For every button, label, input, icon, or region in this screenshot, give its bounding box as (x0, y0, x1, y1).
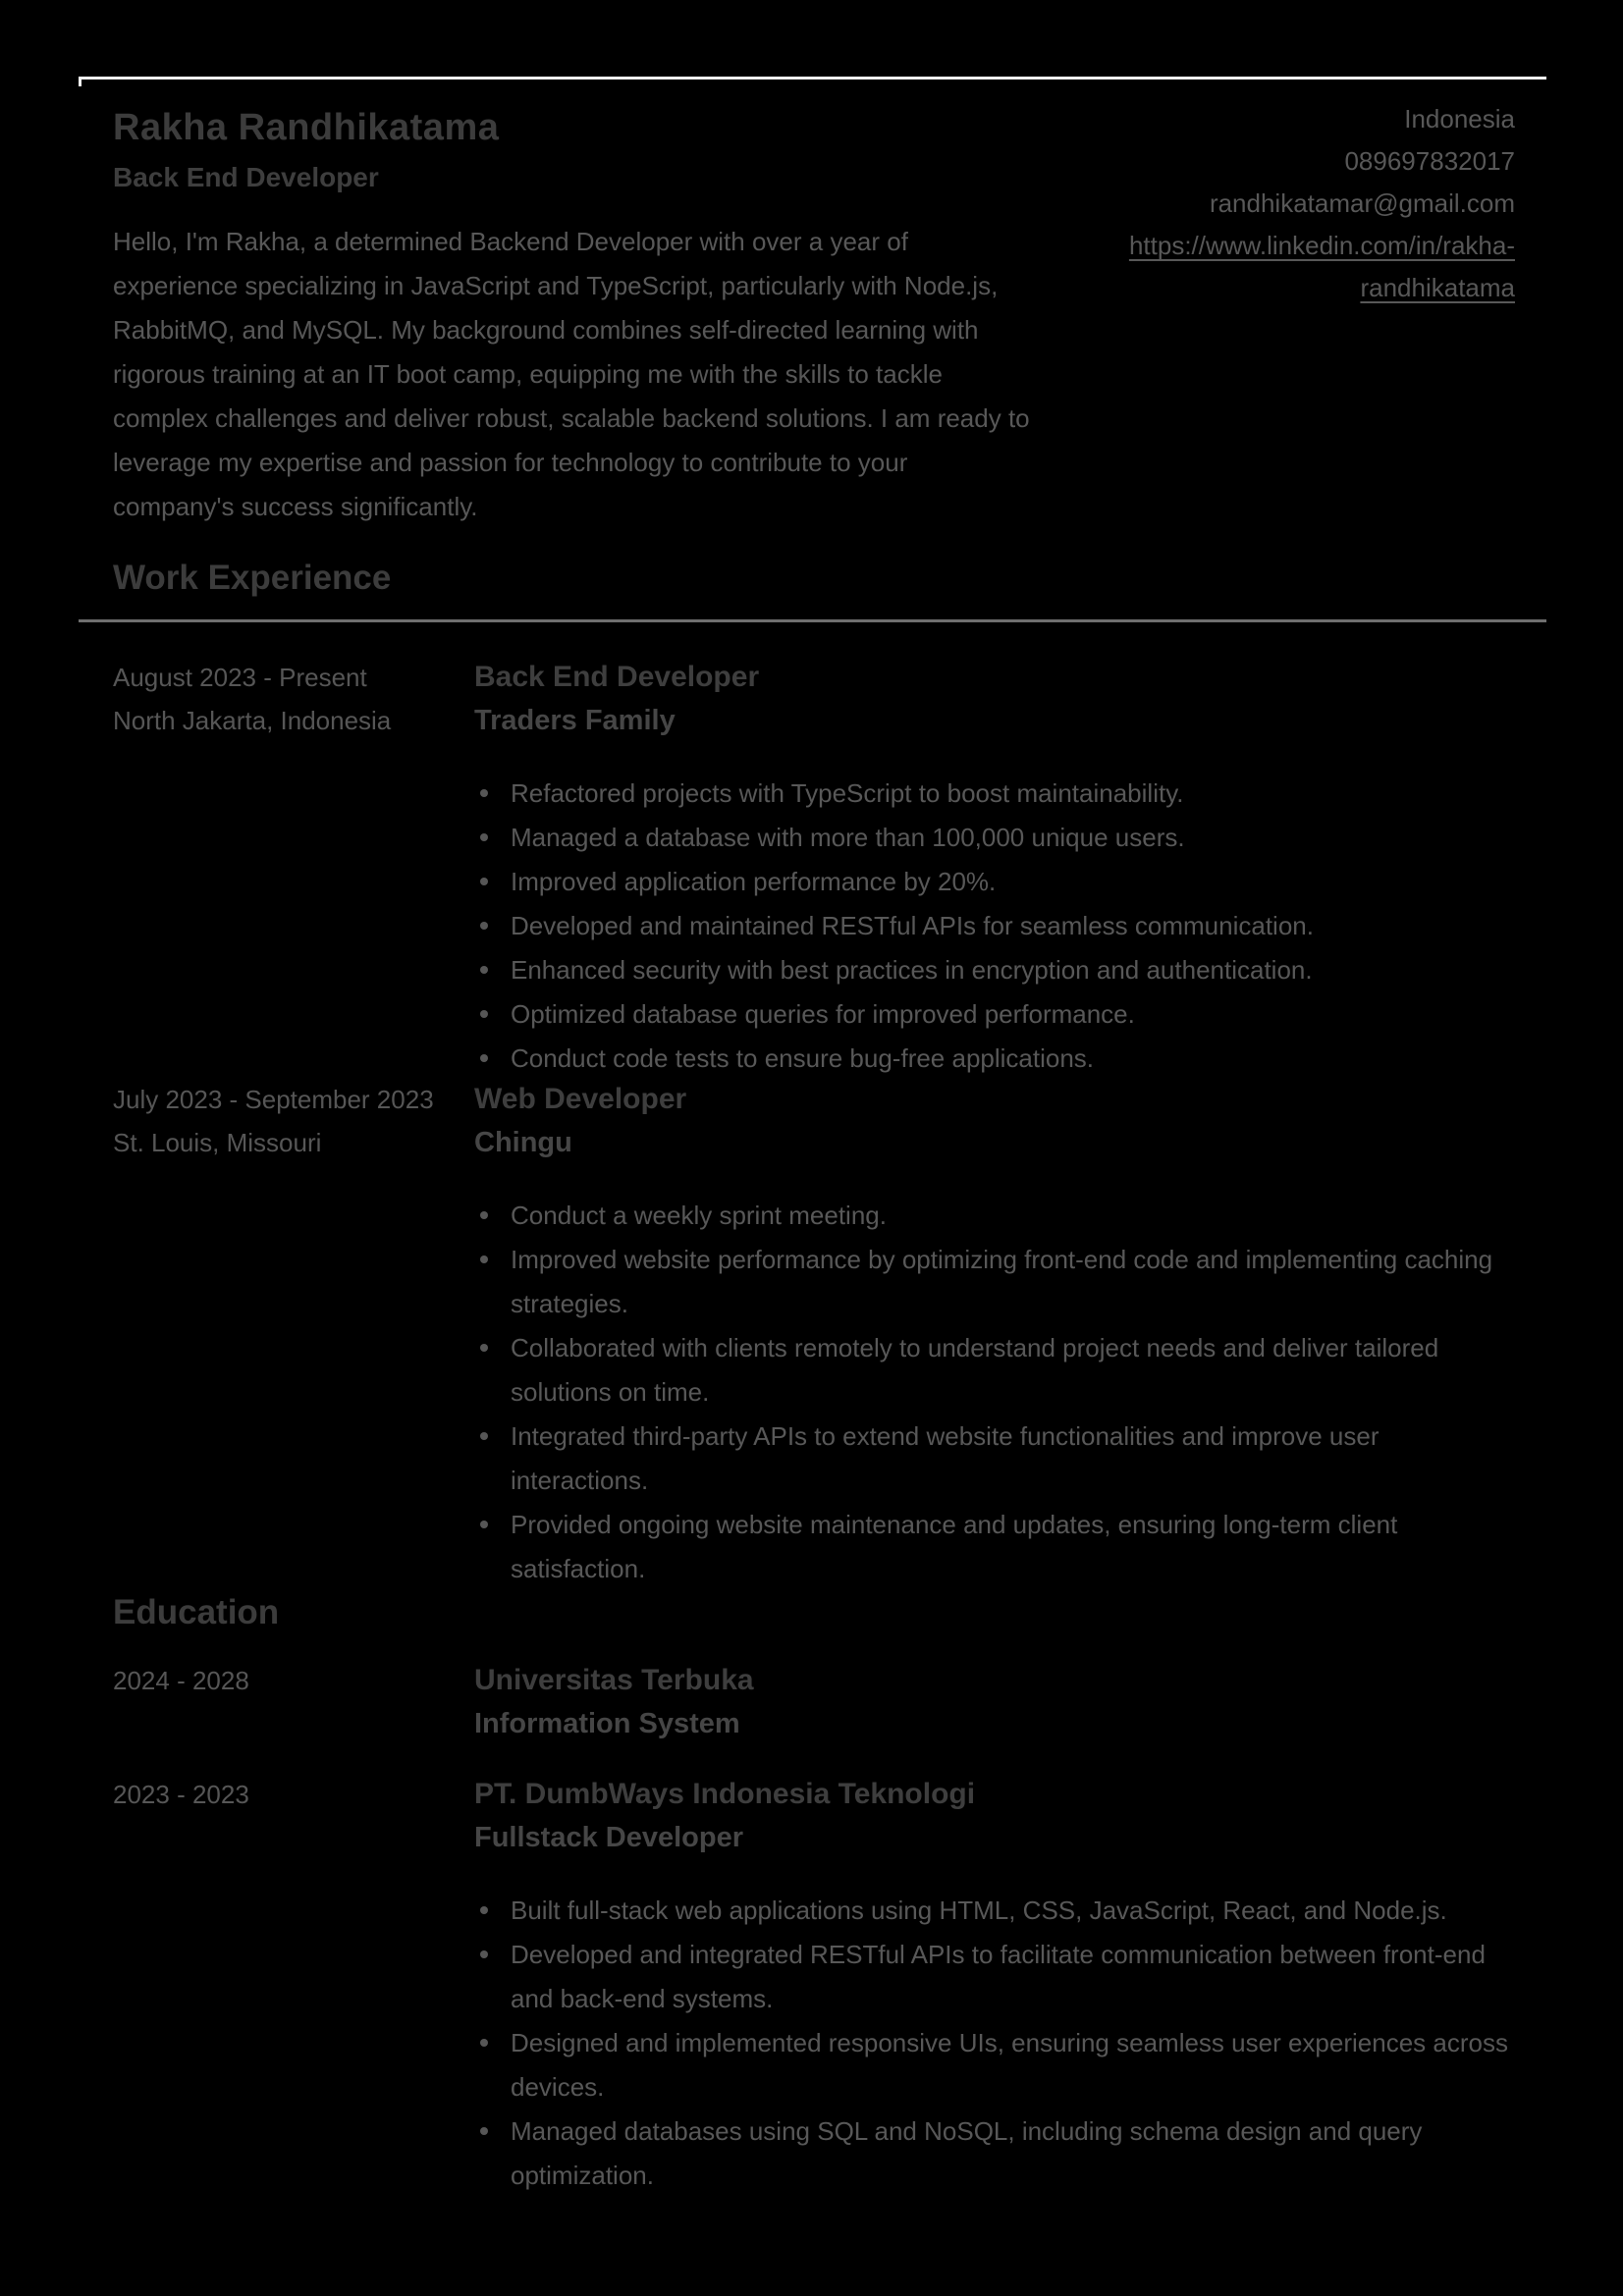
entry-location: North Jakarta, Indonesia (113, 706, 392, 735)
contact-location: Indonesia (1404, 104, 1515, 133)
linkedin-link-line: https://www.linkedin.com/in/rakha- (1128, 231, 1515, 260)
section-divider (79, 619, 1546, 622)
bullet-item: Developed and maintained RESTful APIs for seamless communication. (474, 904, 1517, 948)
contact-block (1044, 98, 1515, 309)
entry-main (474, 1078, 1517, 1591)
entry-company: Chingu (474, 1127, 572, 1158)
entry-meta (113, 1078, 474, 1591)
education-entry-2 (113, 1773, 1517, 2198)
education-entry-1 (113, 1659, 1517, 1745)
bullet-list (474, 1194, 1517, 1591)
linkedin-link-line: randhikatama (1360, 273, 1515, 302)
header (113, 106, 1095, 529)
entry-degree: Information System (474, 1708, 740, 1739)
work-entry-2 (113, 1078, 1517, 1591)
summary-line: experience specializing in JavaScript and TypeScript, particularly with Node.js, (113, 271, 999, 300)
summary-line: rigorous training at an IT boot camp, equipping me with the skills to tackle (113, 359, 943, 389)
bullet-item: Designed and implemented responsive UIs, ensuring seamless user experiences across devices. (474, 2021, 1517, 2109)
bullet-item: Enhanced security with best practices in encryption and authentication. (474, 948, 1517, 992)
bullet-item: Optimized database queries for improved performance. (474, 992, 1517, 1037)
linkedin-link[interactable] (1044, 225, 1515, 309)
bullet-item: Improved website performance by optimizing front-end code and implementing caching strategies. (474, 1238, 1517, 1326)
bullet-item: Improved application performance by 20%. (474, 860, 1517, 904)
bullet-item: Conduct a weekly sprint meeting. (474, 1194, 1517, 1238)
bullet-item: Managed databases using SQL and NoSQL, including schema design and query optimization. (474, 2109, 1517, 2198)
entry-main (474, 1659, 1517, 1745)
entry-meta (113, 1773, 474, 2198)
entry-dates: 2023 - 2023 (113, 1780, 249, 1809)
entry-dates: July 2023 - September 2023 (113, 1085, 434, 1114)
bullet-item: Refactored projects with TypeScript to boost maintainability. (474, 772, 1517, 816)
entry-dates: August 2023 - Present (113, 663, 367, 692)
summary-line: RabbitMQ, and MySQL. My background combines self-directed learning with (113, 315, 979, 345)
section-heading-work: Work Experience (113, 559, 392, 597)
entry-main (474, 1773, 1517, 2198)
entry-school: PT. DumbWays Indonesia Teknologi (474, 1778, 976, 1810)
bullet-item: Collaborated with clients remotely to understand project needs and deliver tailored solutions on time. (474, 1326, 1517, 1415)
entry-company: Traders Family (474, 705, 676, 736)
bullet-list (474, 772, 1517, 1081)
entry-meta (113, 656, 474, 1081)
bullet-item: Built full-stack web applications using HTML, CSS, JavaScript, React, and Node.js. (474, 1889, 1517, 1933)
entry-job-title: Web Developer (474, 1083, 687, 1115)
bullet-item: Conduct code tests to ensure bug-free applications. (474, 1037, 1517, 1081)
entry-main (474, 656, 1517, 1081)
entry-degree: Fullstack Developer (474, 1822, 743, 1853)
summary-line: complex challenges and deliver robust, scalable backend solutions. I am ready to (113, 403, 1030, 433)
summary-line: Hello, I'm Rakha, a determined Backend Developer with over a year of (113, 227, 908, 256)
bullet-item: Managed a database with more than 100,000 unique users. (474, 816, 1517, 860)
summary-paragraph (113, 220, 1095, 529)
bullet-list (474, 1889, 1517, 2198)
person-name: Rakha Randhikatama (113, 107, 500, 148)
entry-school: Universitas Terbuka (474, 1664, 754, 1696)
header-divider (79, 77, 1546, 80)
person-job-title: Back End Developer (113, 162, 379, 192)
bullet-item: Developed and integrated RESTful APIs to facilitate communication between front-end and back-end systems. (474, 1933, 1517, 2021)
entry-job-title: Back End Developer (474, 661, 760, 693)
work-entry-1 (113, 656, 1517, 1081)
contact-phone: 089697832017 (1344, 146, 1515, 176)
entry-meta (113, 1659, 474, 1745)
contact-email: randhikatamar@gmail.com (1209, 188, 1515, 218)
entry-location: St. Louis, Missouri (113, 1128, 322, 1157)
summary-line: leverage my expertise and passion for technology to contribute to your (113, 448, 908, 477)
bullet-item: Provided ongoing website maintenance and updates, ensuring long-term client satisfaction. (474, 1503, 1517, 1591)
entry-dates: 2024 - 2028 (113, 1666, 249, 1695)
section-heading-education: Education (113, 1593, 280, 1631)
summary-line: company's success significantly. (113, 492, 478, 521)
bullet-item: Integrated third-party APIs to extend website functionalities and improve user interactions. (474, 1415, 1517, 1503)
